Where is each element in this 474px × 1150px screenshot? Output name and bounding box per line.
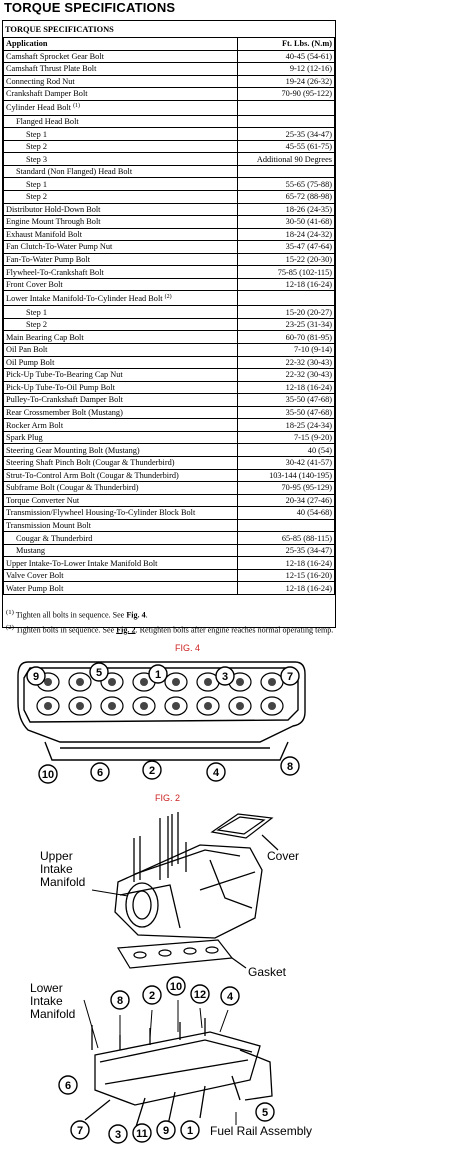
application-cell	[4, 88, 238, 101]
application-text: Pulley-To-Crankshaft Damper Bolt	[6, 395, 123, 405]
application-text: Step 3	[26, 154, 47, 164]
table-row	[4, 100, 335, 115]
table-row	[4, 253, 335, 266]
upper-intake-label: Upper Intake Manifold	[40, 849, 86, 889]
lower-intake-manifold	[85, 1018, 272, 1130]
application-cell	[4, 128, 238, 141]
valve-stem	[140, 702, 148, 710]
table-header-row	[4, 38, 335, 51]
application-text: Upper Intake-To-Lower Intake Manifold Bolt	[6, 558, 158, 568]
footnote-marker: (1)	[6, 609, 14, 616]
table-body	[4, 50, 335, 594]
table-row	[4, 582, 335, 595]
application-cell	[4, 191, 238, 204]
application-cell	[4, 178, 238, 191]
valve-stem	[76, 678, 84, 686]
application-text: Step 2	[26, 192, 47, 202]
table-row	[4, 88, 335, 101]
application-text: Rear Crossmember Bolt (Mustang)	[6, 408, 123, 418]
table-row	[4, 456, 335, 469]
manifold-bolt-callouts	[59, 977, 274, 1143]
bolt-sequence-number: 9	[162, 1125, 170, 1137]
application-cell	[4, 140, 238, 153]
footnote-ref: (2)	[164, 293, 172, 300]
torque-value-cell: 30-42 (41-57)	[238, 456, 335, 469]
application-text: Oil Pan Bolt	[6, 345, 48, 355]
table-row	[4, 469, 335, 482]
application-cell	[4, 216, 238, 229]
application-text: Camshaft Thrust Plate Bolt	[6, 64, 97, 74]
torque-value-cell: Additional 90 Degrees	[238, 153, 335, 166]
table-row	[4, 369, 335, 382]
application-text: Transmission Mount Bolt	[6, 520, 91, 530]
header-application: Application	[4, 38, 238, 51]
valve-stem	[44, 678, 52, 686]
application-cell	[4, 266, 238, 279]
torque-value-cell: 15-22 (20-30)	[238, 253, 335, 266]
valve-stem	[204, 678, 212, 686]
application-cell	[4, 456, 238, 469]
table-row	[4, 266, 335, 279]
application-cell	[4, 544, 238, 557]
application-cell	[4, 582, 238, 595]
table-row	[4, 544, 335, 557]
torque-value-cell: 19-24 (26-32)	[238, 75, 335, 88]
fig-2-intake-manifold-diagram	[0, 800, 474, 1150]
table-row	[4, 431, 335, 444]
gasket-label: Gasket	[248, 965, 287, 979]
bolt-sequence-number: 4	[212, 767, 220, 779]
bolt-sequence-number: 2	[148, 990, 156, 1002]
table-row	[4, 381, 335, 394]
bolt-sequence-number: 1	[186, 1125, 194, 1137]
application-text: Front Cover Bolt	[6, 280, 63, 290]
bolt-sequence-number: 8	[286, 761, 294, 773]
bolt-sequence-number: 3	[221, 671, 229, 683]
application-text: Mustang	[16, 546, 46, 556]
application-cell	[4, 444, 238, 457]
application-text: Subframe Bolt (Cougar & Thunderbird)	[6, 483, 139, 493]
application-cell	[4, 482, 238, 495]
table-row	[4, 291, 335, 306]
table-caption: TORQUE SPECIFICATIONS	[5, 25, 114, 34]
application-text: Connecting Rod Nut	[6, 76, 75, 86]
application-cell	[4, 494, 238, 507]
head-bolt-callouts	[27, 663, 299, 783]
application-text: Exhaust Manifold Bolt	[6, 229, 83, 239]
torque-value-cell: 65-72 (88-98)	[238, 191, 335, 204]
torque-value-cell: 23-25 (31-34)	[238, 318, 335, 331]
torque-value-cell: 65-85 (88-115)	[238, 532, 335, 545]
application-cell	[4, 75, 238, 88]
torque-value-cell: 12-18 (16-24)	[238, 582, 335, 595]
table-row	[4, 519, 335, 532]
torque-value-cell: 35-47 (47-64)	[238, 241, 335, 254]
torque-value-cell	[238, 115, 335, 128]
table-row	[4, 178, 335, 191]
application-cell	[4, 369, 238, 382]
torque-value-cell: 70-95 (95-129)	[238, 482, 335, 495]
application-cell	[4, 419, 238, 432]
torque-value-cell: 25-35 (34-47)	[238, 128, 335, 141]
application-cell	[4, 241, 238, 254]
application-text: Flanged Head Bolt	[16, 117, 79, 126]
lower-intake-label: Lower Intake Manifold	[30, 981, 76, 1021]
fig-2-link[interactable]: Fig. 2	[116, 625, 136, 635]
application-text: Step 2	[26, 320, 47, 330]
table-row	[4, 216, 335, 229]
torque-value-cell: 35-50 (47-68)	[238, 406, 335, 419]
application-text: Steering Shaft Pinch Bolt (Cougar & Thunderbird)	[6, 458, 175, 468]
application-cell	[4, 203, 238, 216]
torque-value-cell: 12-15 (16-20)	[238, 569, 335, 582]
valve-stem	[76, 702, 84, 710]
table-row	[4, 140, 335, 153]
torque-value-cell: 40 (54-68)	[238, 507, 335, 520]
footnote-text: Tighten bolts in sequence. See	[15, 625, 115, 635]
bolt-sequence-number: 4	[226, 991, 234, 1003]
table-row	[4, 532, 335, 545]
footnote-2	[6, 623, 334, 636]
torque-value-cell: 12-18 (16-24)	[238, 278, 335, 291]
torque-value-cell	[238, 165, 335, 178]
table-row	[4, 241, 335, 254]
table-row	[4, 191, 335, 204]
application-text: Torque Converter Nut	[6, 495, 80, 505]
torque-value-cell: 75-85 (102-115)	[238, 266, 335, 279]
valve-stem	[268, 702, 276, 710]
torque-value-cell: 103-144 (140-195)	[238, 469, 335, 482]
table-row	[4, 419, 335, 432]
valve-stem	[108, 678, 116, 686]
application-text: Water Pump Bolt	[6, 583, 64, 593]
table-row	[4, 278, 335, 291]
application-text: Flywheel-To-Crankshaft Bolt	[6, 267, 104, 277]
torque-value-cell: 7-10 (9-14)	[238, 344, 335, 357]
footnote-tail: . Retighten bolts after engine reaches normal operating temp.	[135, 625, 334, 635]
application-text: Rocker Arm Bolt	[6, 420, 64, 430]
footnote-marker: (2)	[6, 623, 14, 631]
application-text: Valve Cover Bolt	[6, 571, 64, 581]
bolt-sequence-number: 1	[154, 669, 162, 681]
table-row	[4, 331, 335, 344]
table-row	[4, 203, 335, 216]
application-text: Step 1	[26, 129, 47, 139]
page-title: TORQUE SPECIFICATIONS	[4, 0, 176, 15]
torque-value-cell: 12-18 (16-24)	[238, 557, 335, 570]
cover-plate	[212, 814, 278, 850]
header-value: Ft. Lbs. (N.m)	[238, 38, 335, 51]
torque-value-cell: 30-50 (41-68)	[238, 216, 335, 229]
torque-value-cell: 18-25 (24-34)	[238, 419, 335, 432]
torque-value-cell: 40-45 (54-61)	[238, 50, 335, 63]
footnote-1	[6, 608, 334, 621]
application-text: Crankshaft Damper Bolt	[6, 89, 88, 99]
application-cell	[4, 291, 238, 306]
table-row	[4, 318, 335, 331]
bolt-sequence-number: 11	[136, 1128, 148, 1140]
torque-value-cell: 70-90 (95-122)	[238, 88, 335, 101]
bolt-sequence-number: 5	[95, 667, 103, 679]
table-row	[4, 153, 335, 166]
bolt-sequence-number: 10	[169, 981, 183, 993]
application-cell	[4, 356, 238, 369]
table-row	[4, 115, 335, 128]
table-row	[4, 494, 335, 507]
torque-value-cell: 22-32 (30-43)	[238, 369, 335, 382]
valve-stem	[236, 702, 244, 710]
torque-value-cell: 7-15 (9-20)	[238, 431, 335, 444]
application-text: Step 2	[26, 142, 47, 152]
application-cell	[4, 469, 238, 482]
valve-stem	[108, 702, 116, 710]
application-cell	[4, 165, 238, 178]
table-row	[4, 50, 335, 63]
application-cell	[4, 406, 238, 419]
application-cell	[4, 557, 238, 570]
application-text: Pick-Up Tube-To-Oil Pump Bolt	[6, 382, 115, 392]
fig-4-link[interactable]: Fig. 4	[126, 610, 146, 620]
bolt-sequence-number: 6	[96, 767, 104, 779]
footnote-text: Tighten all bolts in sequence. See	[15, 610, 125, 620]
torque-value-cell	[238, 519, 335, 532]
valve-stem	[268, 678, 276, 686]
torque-value-cell: 12-18 (16-24)	[238, 381, 335, 394]
bolt-sequence-number: 6	[64, 1080, 72, 1092]
bolt-sequence-number: 3	[114, 1129, 122, 1141]
application-cell	[4, 381, 238, 394]
gasket	[118, 940, 246, 968]
application-cell	[4, 228, 238, 241]
application-cell	[4, 50, 238, 63]
table-row	[4, 444, 335, 457]
bolt-sequence-number: 7	[286, 671, 294, 683]
table-row	[4, 482, 335, 495]
torque-spec-panel	[2, 20, 336, 635]
application-cell	[4, 431, 238, 444]
table-row	[4, 394, 335, 407]
torque-value-cell: 18-26 (24-35)	[238, 203, 335, 216]
table-row	[4, 557, 335, 570]
table-row	[4, 165, 335, 178]
bolt-sequence-number: 10	[41, 769, 55, 781]
torque-value-cell: 20-34 (27-46)	[238, 494, 335, 507]
bolt-sequence-number: 9	[32, 671, 40, 683]
valve-stem	[236, 678, 244, 686]
table-row	[4, 75, 335, 88]
application-cell	[4, 100, 238, 115]
application-text: Pick-Up Tube-To-Bearing Cap Nut	[6, 370, 123, 380]
valve-stem	[172, 678, 180, 686]
application-cell	[4, 394, 238, 407]
torque-value-cell: 9-12 (12-16)	[238, 63, 335, 76]
table-row	[4, 306, 335, 319]
torque-value-cell: 45-55 (61-75)	[238, 140, 335, 153]
bolt-sequence-number: 2	[148, 765, 156, 777]
torque-value-cell: 15-20 (20-27)	[238, 306, 335, 319]
application-text: Fan Clutch-To-Water Pump Nut	[6, 242, 113, 252]
application-text: Step 1	[26, 307, 47, 317]
torque-value-cell: 55-65 (75-88)	[238, 178, 335, 191]
torque-value-cell: 25-35 (34-47)	[238, 544, 335, 557]
bolt-sequence-number: 7	[76, 1125, 84, 1137]
torque-value-cell	[238, 291, 335, 306]
application-cell	[4, 507, 238, 520]
torque-value-cell	[238, 100, 335, 115]
torque-value-cell: 60-70 (81-95)	[238, 331, 335, 344]
table-row	[4, 344, 335, 357]
application-cell	[4, 532, 238, 545]
application-cell	[4, 153, 238, 166]
table-row	[4, 507, 335, 520]
application-text: Steering Gear Mounting Bolt (Mustang)	[6, 445, 140, 455]
application-cell	[4, 278, 238, 291]
application-text: Strut-To-Control Arm Bolt (Cougar & Thunderbird)	[6, 470, 179, 480]
fig-4-title: FIG. 4	[175, 643, 201, 653]
application-cell	[4, 63, 238, 76]
application-text: Camshaft Sprocket Gear Bolt	[6, 51, 104, 61]
application-cell	[4, 253, 238, 266]
valve-stem	[172, 702, 180, 710]
bolt-sequence-number: 8	[116, 995, 124, 1007]
bolt-sequence-number: 5	[261, 1107, 269, 1119]
application-cell	[4, 344, 238, 357]
application-text: Distributor Hold-Down Bolt	[6, 204, 101, 214]
valve-stem	[44, 702, 52, 710]
table-row	[4, 356, 335, 369]
torque-table	[3, 37, 335, 595]
application-cell	[4, 115, 238, 128]
footnotes	[6, 608, 334, 637]
application-text: Oil Pump Bolt	[6, 357, 55, 367]
application-cell	[4, 519, 238, 532]
application-text: Fan-To-Water Pump Bolt	[6, 255, 91, 265]
upper-intake-manifold	[115, 812, 262, 938]
application-text: Spark Plug	[6, 433, 43, 443]
leader-lines	[84, 890, 236, 1125]
application-text: Step 1	[26, 179, 47, 189]
application-cell	[4, 318, 238, 331]
application-cell	[4, 569, 238, 582]
application-text: Main Bearing Cap Bolt	[6, 332, 84, 342]
application-cell	[4, 331, 238, 344]
footnote-tail: .	[145, 610, 148, 620]
application-text: Standard (Non Flanged) Head Bolt	[16, 167, 133, 177]
application-text: Cylinder Head Bolt	[6, 103, 71, 113]
table-row	[4, 569, 335, 582]
valve-stem	[140, 678, 148, 686]
footnote-ref: (1)	[73, 103, 81, 110]
torque-value-cell: 18-24 (24-32)	[238, 228, 335, 241]
fuel-rail-label: Fuel Rail Assembly	[210, 1124, 313, 1138]
torque-value-cell: 22-32 (30-43)	[238, 356, 335, 369]
table-row	[4, 228, 335, 241]
table-row	[4, 128, 335, 141]
table-row	[4, 406, 335, 419]
table-row	[4, 63, 335, 76]
fig-4-cylinder-head-diagram	[0, 650, 474, 790]
application-text: Engine Mount Through Bolt	[6, 217, 101, 227]
torque-value-cell: 35-50 (47-68)	[238, 394, 335, 407]
bolt-sequence-number: 12	[193, 989, 207, 1001]
application-text: Cougar & Thunderbird	[16, 533, 93, 543]
application-cell	[4, 306, 238, 319]
application-text: Lower Intake Manifold-To-Cylinder Head Bolt	[6, 293, 163, 303]
application-text: Transmission/Flywheel Housing-To-Cylinder Block Bolt	[6, 508, 196, 518]
valve-stem	[204, 702, 212, 710]
fig-2-title: FIG. 2	[155, 793, 181, 803]
torque-value-cell: 40 (54)	[238, 444, 335, 457]
cover-label: Cover	[267, 849, 300, 863]
